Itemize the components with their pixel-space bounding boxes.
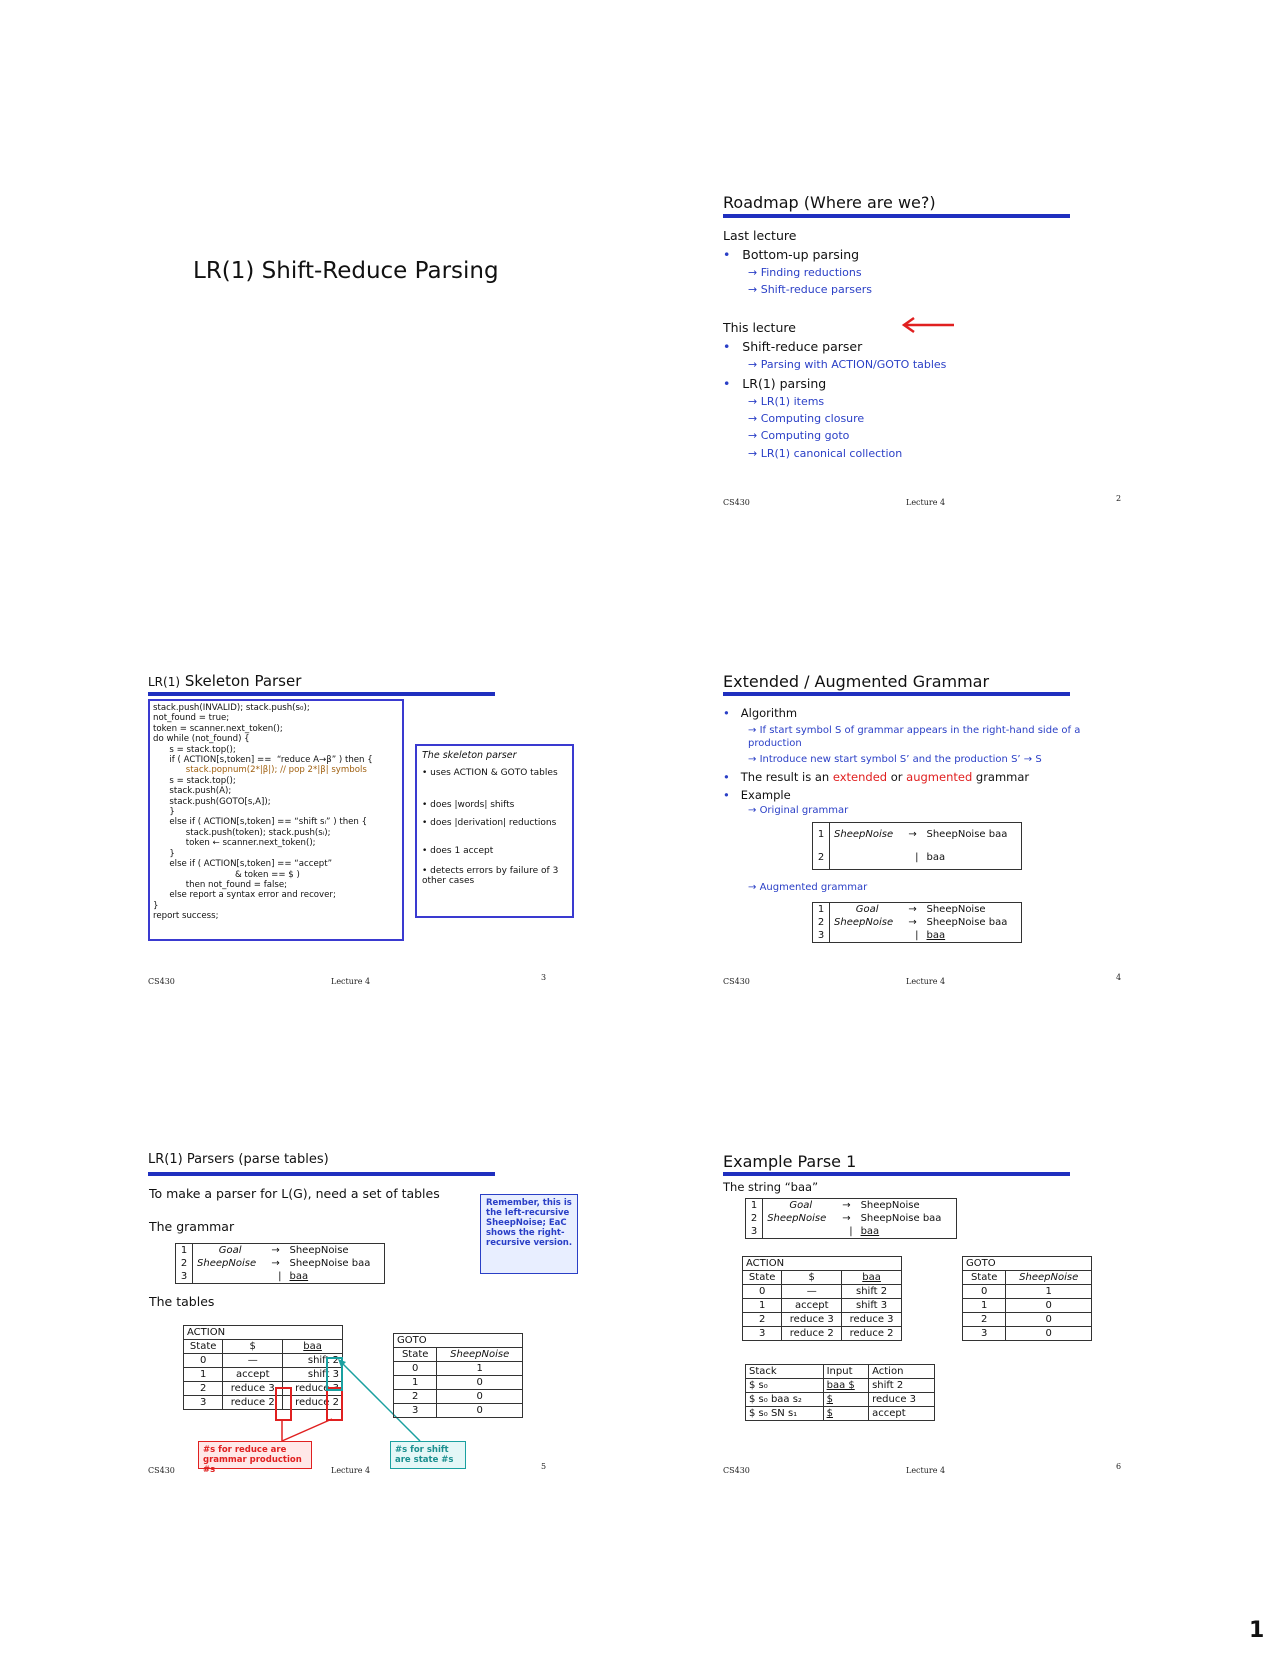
code-line: } (153, 900, 159, 911)
column-header: $ (223, 1340, 283, 1354)
sub-item: → Augmented grammar (748, 882, 868, 893)
table-cell: 2 (963, 1313, 1006, 1327)
table-cell: 0 (184, 1354, 223, 1368)
table-cell: $ s₀ SN s₁ (746, 1407, 824, 1421)
page-number: 1 (1249, 1618, 1265, 1643)
title-rule (148, 1172, 495, 1176)
column-header: State (743, 1271, 782, 1285)
side-item: • does |words| shifts (422, 800, 515, 810)
the-tables-label: The tables (149, 1294, 215, 1309)
table-row (743, 1299, 902, 1313)
code-line: stack.push(token); stack.push(sᵢ); (153, 827, 331, 838)
footer-lecture: Lecture 4 (906, 1466, 946, 1475)
code-line: stack.push(INVALID); stack.push(s₀); (153, 703, 310, 713)
grammar-row (813, 846, 1022, 870)
the-grammar-label: The grammar (149, 1219, 235, 1234)
bullet-shift-reduce: • Shift-reduce parser (723, 339, 863, 354)
shift-note-text: #s for shift are state #s (395, 1445, 454, 1465)
table-cell: 0 (1006, 1299, 1092, 1313)
table-cell: 1 (1006, 1285, 1092, 1299)
footer-slide-number: 5 (541, 1462, 547, 1471)
code-box (148, 699, 404, 941)
table-cell: reduce 2 (782, 1327, 842, 1341)
table-row (963, 1313, 1092, 1327)
bullet-bottom-up: • Bottom-up parsing (723, 247, 860, 262)
sub-item: → Computing goto (748, 429, 850, 442)
grammar-row (746, 1212, 957, 1225)
table-cell: $ (823, 1407, 869, 1421)
side-item: • detects errors by failure of 3 other cases (422, 866, 559, 886)
column-header: baa (842, 1271, 902, 1285)
bullet-example: • Example (723, 788, 791, 802)
table-cell: reduce 3 (223, 1382, 283, 1396)
rule-arrow: → (908, 829, 917, 840)
grammar-row (813, 823, 1022, 847)
code-line: not_found = true; (153, 713, 230, 724)
code-line: else if ( ACTION[s,token] == “shift sᵢ” ) then { (153, 817, 368, 828)
rule-lhs (830, 846, 905, 870)
slide6-title: Example Parse 1 (723, 1152, 857, 1171)
rule-arrow: | (849, 1226, 853, 1237)
code-line: } (153, 848, 175, 859)
slide3-title: LR(1) Skeleton Parser (148, 672, 302, 690)
sub-item: → Parsing with ACTION/GOTO tables (748, 358, 947, 371)
bullet-algorithm: • Algorithm (723, 706, 798, 720)
table-cell: accept (869, 1407, 935, 1421)
table-cell: 0 (743, 1285, 782, 1299)
rule-number: 2 (813, 846, 830, 870)
grammar-table (745, 1198, 957, 1239)
reduce-note (198, 1441, 312, 1475)
rule-rhs: SheepNoise (860, 1200, 920, 1211)
table-cell: 3 (184, 1396, 223, 1410)
column-header: State (394, 1348, 437, 1362)
rule-rhs: baa (289, 1271, 309, 1282)
slide4-title: Extended / Augmented Grammar (723, 672, 990, 691)
rule-rhs: SheepNoise (926, 904, 986, 915)
column-header: baa (283, 1340, 343, 1354)
column-header: Stack (746, 1365, 824, 1379)
footer-lecture: Lecture 4 (331, 977, 371, 986)
table-cell: 2 (743, 1313, 782, 1327)
table-cell: — (223, 1354, 283, 1368)
table-cell: shift 2 (869, 1379, 935, 1393)
rule-number: 2 (746, 1212, 763, 1225)
code-line: else if ( ACTION[s,token] == “accept” (153, 859, 333, 870)
slide5-title: LR(1) Parsers (parse tables) (148, 1152, 329, 1167)
code-line: stack.push(A); (153, 786, 232, 797)
augmented-grammar-table (812, 902, 1022, 943)
sub-item: → Original grammar (748, 805, 849, 816)
sub-item: → Computing closure (748, 412, 865, 425)
side-title: The skeleton parser (422, 750, 517, 761)
reduce-note-text: #s for reduce are grammar production #s (203, 1445, 302, 1475)
table-cell: 1 (437, 1362, 523, 1376)
table-cell: 1 (963, 1299, 1006, 1313)
table-row (746, 1407, 935, 1421)
goto-table (962, 1256, 1092, 1341)
table-cell: 0 (1006, 1327, 1092, 1341)
rule-lhs (763, 1225, 839, 1239)
rule-arrow: → (271, 1245, 280, 1256)
code-line: stack.push(GOTO[s,A]); (153, 796, 271, 807)
footer-course: CS430 (148, 977, 175, 986)
footer-lecture: Lecture 4 (906, 498, 946, 507)
remember-text: Remember, this is the left-recursive SheepNoise; EaC shows the right-recursive version. (486, 1198, 573, 1248)
rule-number: 3 (813, 929, 830, 943)
rule-number: 1 (813, 823, 830, 847)
footer-course: CS430 (723, 977, 750, 986)
table-cell: 2 (394, 1390, 437, 1404)
rule-arrow: | (278, 1271, 282, 1282)
footer-slide-number: 3 (541, 973, 547, 982)
code-line: s = stack.top(); (153, 775, 236, 786)
table-cell: 0 (437, 1376, 523, 1390)
bullet-lr1: • LR(1) parsing (723, 376, 827, 391)
grammar-row (813, 929, 1022, 943)
table-cell: baa $ (823, 1379, 869, 1393)
rule-rhs: SheepNoise baa (926, 829, 1008, 840)
table-cell: 1 (743, 1299, 782, 1313)
rule-arrow: → (842, 1213, 851, 1224)
table-cell: reduce 2 (842, 1327, 902, 1341)
string-label: The string “baa” (723, 1180, 819, 1194)
table-row (394, 1376, 523, 1390)
grammar-row (746, 1199, 957, 1213)
code-line: & token == $ ) (153, 869, 300, 880)
table-row (394, 1404, 523, 1418)
red-arrow-icon (900, 316, 956, 334)
footer-course: CS430 (148, 1466, 175, 1475)
grammar-row (746, 1225, 957, 1239)
table-cell: 3 (394, 1404, 437, 1418)
side-item: • does 1 accept (422, 846, 494, 856)
sub-item: → Introduce new start symbol S’ and the production S’ → S (748, 754, 1042, 765)
rule-arrow: → (271, 1258, 280, 1269)
sub-item: → If start symbol S of grammar appears in the right-hand side of a production (748, 725, 1081, 749)
rule-lhs: Goal (218, 1245, 242, 1256)
column-header: State (184, 1340, 223, 1354)
column-header: SheepNoise (437, 1348, 523, 1362)
table-cell: $ s₀ baa s₂ (746, 1393, 824, 1407)
table-cell: 0 (437, 1390, 523, 1404)
table-cell: $ (823, 1393, 869, 1407)
table-cell: 0 (437, 1404, 523, 1418)
sub-item: → LR(1) canonical collection (748, 447, 903, 460)
footer-course: CS430 (723, 1466, 750, 1475)
rule-lhs: Goal (789, 1200, 813, 1211)
title-rule (723, 1172, 1070, 1176)
rule-lhs: SheepNoise (834, 829, 894, 840)
rule-arrow: | (915, 852, 919, 863)
rule-lhs: SheepNoise (834, 917, 894, 928)
rule-arrow: → (908, 904, 917, 915)
table-cell: shift 3 (842, 1299, 902, 1313)
rule-arrow: → (842, 1200, 851, 1211)
rule-lhs: Goal (855, 904, 879, 915)
rule-number: 3 (746, 1225, 763, 1239)
table-cell: reduce 3 (283, 1382, 343, 1396)
rule-number: 1 (746, 1199, 763, 1213)
table-cell: 1 (394, 1376, 437, 1390)
table-row (963, 1299, 1092, 1313)
remember-note (480, 1194, 578, 1274)
table-cell: 3 (963, 1327, 1006, 1341)
footer-slide-number: 4 (1116, 973, 1122, 982)
rule-lhs: SheepNoise (767, 1213, 827, 1224)
footer-slide-number: 2 (1116, 494, 1122, 503)
grammar-row (813, 903, 1022, 917)
table-cell: reduce 3 (842, 1313, 902, 1327)
code-line: then not_found = false; (153, 879, 288, 890)
sub-item: → LR(1) items (748, 395, 825, 408)
column-header: State (963, 1271, 1006, 1285)
grammar-row (176, 1257, 385, 1270)
grammar-row (813, 916, 1022, 929)
table-cell: reduce 3 (869, 1393, 935, 1407)
code-line: stack.popnum(2*|β|); // pop 2*|β| symbols (153, 765, 367, 776)
table-cell: 3 (743, 1327, 782, 1341)
code-line: if ( ACTION[s,token] == “reduce A→β” ) then { (153, 755, 373, 766)
this-lecture-label: This lecture (723, 320, 796, 335)
table-cell: shift 2 (842, 1285, 902, 1299)
table-cell: accept (223, 1368, 283, 1382)
skeleton-notes-box (415, 744, 574, 918)
action-label: ACTION (184, 1326, 343, 1340)
rule-number: 1 (813, 903, 830, 917)
grammar-row (176, 1244, 385, 1258)
slide2-title: Roadmap (Where are we?) (723, 193, 936, 212)
code-line: token ← scanner.next_token(); (153, 838, 316, 849)
slide1-title: LR(1) Shift-Reduce Parsing (193, 258, 499, 284)
rule-rhs: SheepNoise baa (926, 917, 1008, 928)
code-line: s = stack.top(); (153, 744, 236, 755)
table-row (394, 1390, 523, 1404)
intro-text: To make a parser for L(G), need a set of tables (149, 1186, 440, 1201)
table-cell: 1 (184, 1368, 223, 1382)
column-header: Input (823, 1365, 869, 1379)
code-line: } (153, 807, 175, 818)
footer-course: CS430 (723, 498, 750, 507)
column-header: SheepNoise (1006, 1271, 1092, 1285)
rule-number: 2 (813, 916, 830, 929)
title-rule (723, 214, 1070, 218)
column-header: $ (782, 1271, 842, 1285)
action-table (742, 1256, 902, 1341)
table-row (743, 1327, 902, 1341)
footer-lecture: Lecture 4 (906, 977, 946, 986)
table-row (963, 1285, 1092, 1299)
goto-table (393, 1333, 523, 1418)
rule-rhs: baa (926, 852, 946, 863)
table-row (743, 1313, 902, 1327)
table-cell: 2 (184, 1382, 223, 1396)
title-rule (723, 692, 1070, 696)
goto-label: GOTO (394, 1334, 523, 1348)
footer-lecture: Lecture 4 (331, 1466, 371, 1475)
rule-number: 2 (176, 1257, 193, 1270)
table-row (746, 1379, 935, 1393)
sub-item: → Shift-reduce parsers (748, 283, 873, 296)
rule-rhs: baa (860, 1226, 880, 1237)
rule-arrow: | (915, 930, 919, 941)
code-line: report success; (153, 911, 219, 922)
code-line: else report a syntax error and recover; (153, 890, 336, 901)
rule-lhs: SheepNoise (197, 1258, 257, 1269)
sub-item: → Finding reductions (748, 266, 862, 279)
rule-rhs: SheepNoise (289, 1245, 349, 1256)
table-cell: shift 2 (283, 1354, 343, 1368)
table-row (743, 1285, 902, 1299)
rule-number: 1 (176, 1244, 193, 1258)
trace-table (745, 1364, 935, 1421)
rule-rhs: SheepNoise baa (860, 1213, 942, 1224)
grammar-table (175, 1243, 385, 1284)
table-cell: $ s₀ (746, 1379, 824, 1393)
last-lecture-label: Last lecture (723, 228, 797, 243)
table-cell: 0 (394, 1362, 437, 1376)
shift-note (390, 1441, 466, 1469)
table-row (746, 1393, 935, 1407)
table-row (394, 1362, 523, 1376)
table-cell: accept (782, 1299, 842, 1313)
rule-lhs (830, 929, 905, 943)
code-line: do while (not_found) { (153, 734, 250, 745)
code-lines (153, 703, 373, 922)
rule-rhs: baa (926, 930, 946, 941)
table-cell: reduce 3 (782, 1313, 842, 1327)
title-rule (148, 692, 495, 696)
table-cell: reduce 2 (223, 1396, 283, 1410)
rule-lhs (193, 1270, 268, 1284)
bullet-result: • The result is an extended or augmented grammar (723, 770, 1030, 784)
side-item: • does |derivation| reductions (422, 818, 557, 828)
grammar-row (176, 1270, 385, 1284)
column-header: Action (869, 1365, 935, 1379)
table-cell: 0 (963, 1285, 1006, 1299)
side-item: • uses ACTION & GOTO tables (422, 768, 558, 778)
original-grammar-table (812, 822, 1022, 870)
goto-label: GOTO (963, 1257, 1092, 1271)
table-cell: — (782, 1285, 842, 1299)
footer-slide-number: 6 (1116, 1462, 1122, 1471)
table-cell: shift 3 (283, 1368, 343, 1382)
action-label: ACTION (743, 1257, 902, 1271)
rule-number: 3 (176, 1270, 193, 1284)
table-cell: 0 (1006, 1313, 1092, 1327)
table-cell: reduce 2 (283, 1396, 343, 1410)
rule-arrow: → (908, 917, 917, 928)
code-line: token = scanner.next_token(); (153, 723, 283, 734)
rule-rhs: SheepNoise baa (289, 1258, 371, 1269)
table-row (963, 1327, 1092, 1341)
